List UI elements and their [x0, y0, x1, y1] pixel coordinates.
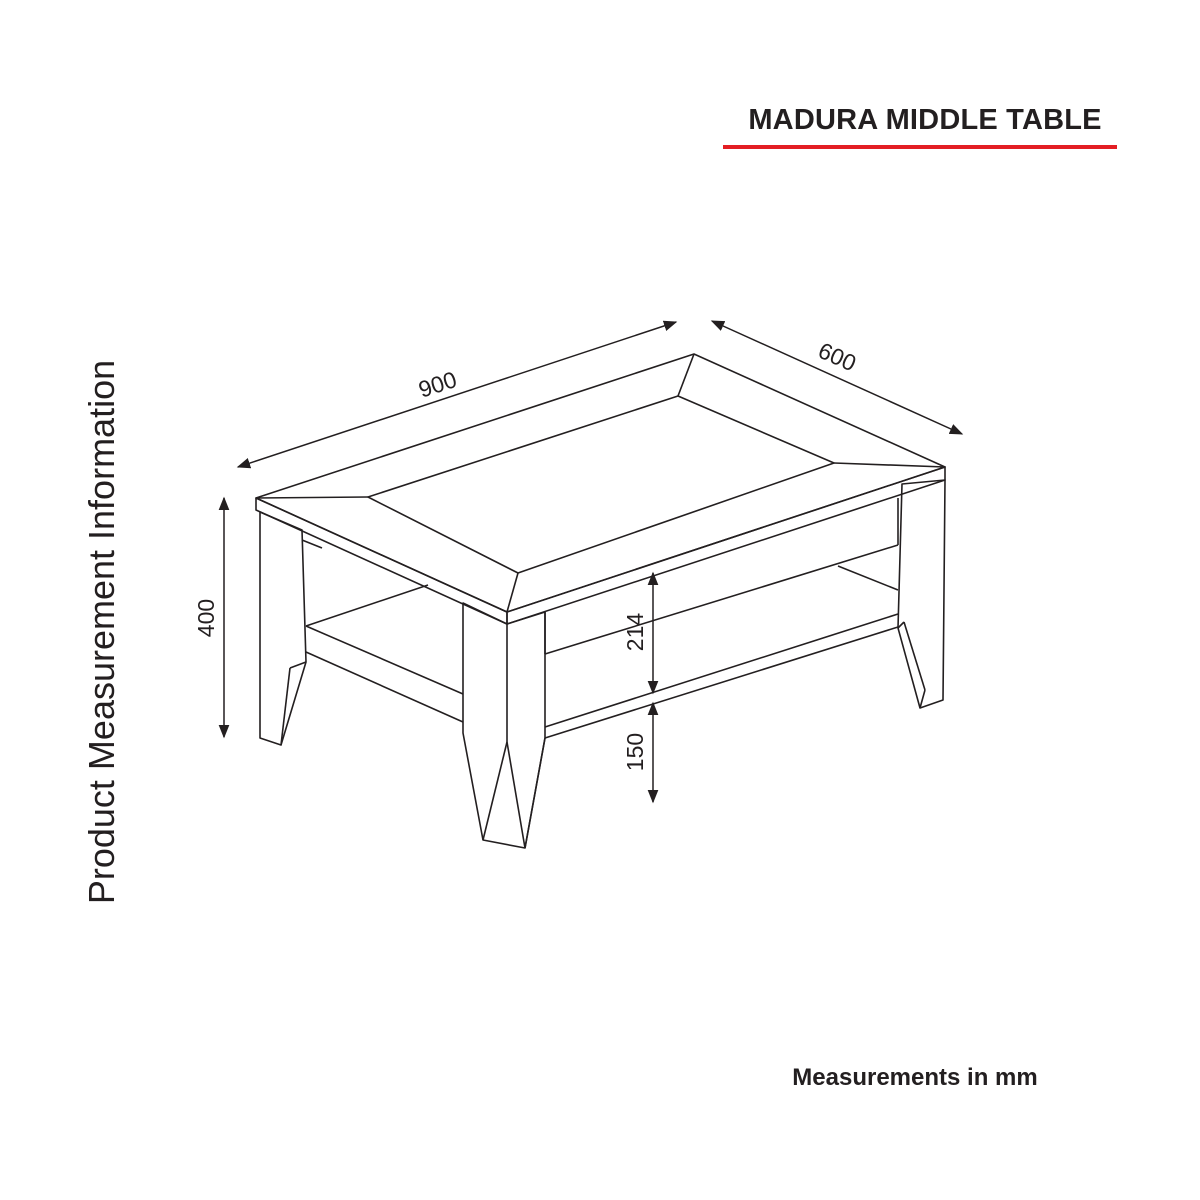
- leg-taper-line: [904, 622, 925, 690]
- top-front-edge: [256, 498, 507, 624]
- shelf-gap-label: 214: [622, 612, 648, 652]
- bevel-line: [834, 463, 945, 467]
- front-leg: [463, 603, 545, 848]
- leg-taper-line: [290, 662, 306, 668]
- apron-line: [302, 540, 322, 548]
- leg-taper-line: [525, 738, 545, 848]
- floor-clearance-label: 150: [622, 732, 648, 772]
- page-title: MADURA MIDDLE TABLE: [748, 104, 1102, 136]
- dimension-shelf-gap: [622, 573, 653, 693]
- table-top: [256, 354, 945, 624]
- dimension-floor-clearance: [622, 703, 653, 802]
- bevel-line: [256, 497, 368, 498]
- right-leg: [898, 480, 945, 708]
- leg-corner-line: [483, 742, 507, 840]
- table-legs: [260, 480, 945, 848]
- table-apron: [302, 498, 898, 654]
- top-inner-panel: [368, 396, 834, 573]
- leg-taper-line: [920, 690, 925, 708]
- shelf-front-edge: [306, 626, 463, 694]
- height-label: 400: [193, 598, 219, 638]
- leg-corner-line: [507, 742, 525, 848]
- dimension-height: [193, 498, 224, 737]
- lower-shelf: [306, 566, 898, 738]
- shelf-side-edge: [545, 614, 898, 727]
- top-outer-edge: [256, 354, 945, 612]
- apron-line: [545, 545, 898, 654]
- width-label: 600: [814, 337, 861, 377]
- shelf-side-edge: [545, 627, 898, 738]
- length-label: 900: [415, 366, 460, 403]
- leg-taper-line: [281, 668, 290, 745]
- top-side-edge: [507, 467, 945, 624]
- dimension-length: [238, 322, 676, 467]
- shelf-front-edge: [306, 652, 463, 722]
- shelf-back-line: [306, 585, 428, 626]
- bevel-line: [507, 573, 518, 612]
- side-label: Product Measurement Information: [81, 359, 122, 905]
- bevel-line: [678, 354, 694, 396]
- units-note: Measurements in mm: [792, 1064, 1038, 1091]
- shelf-back-line: [838, 566, 898, 590]
- dimension-width: [712, 321, 962, 434]
- left-leg: [260, 512, 306, 745]
